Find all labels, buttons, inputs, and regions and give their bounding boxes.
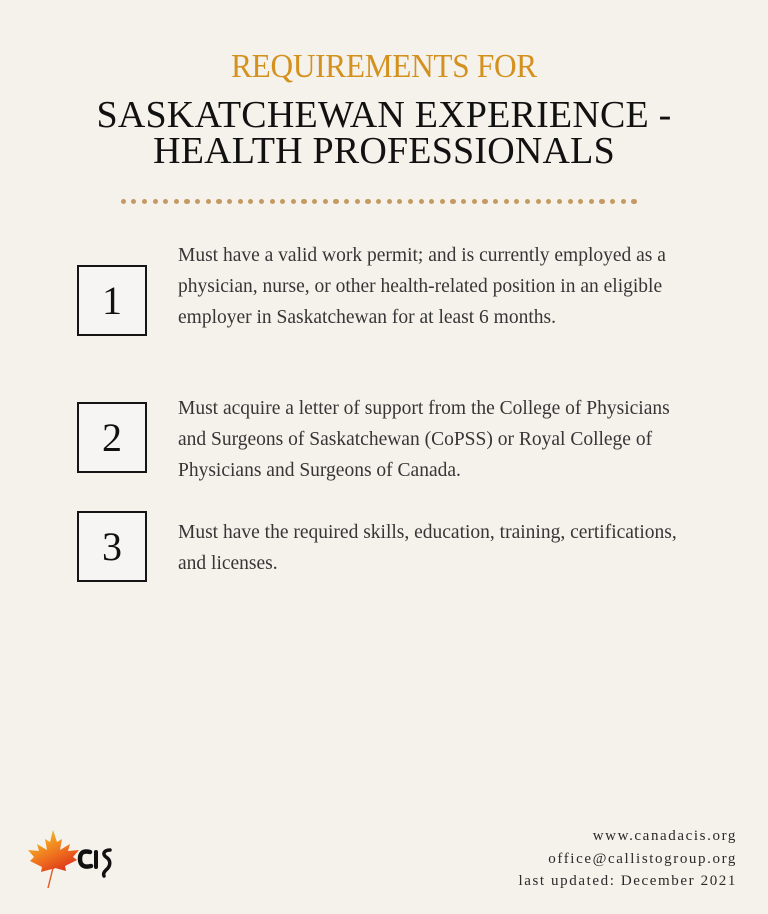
divider-dot [373,196,384,206]
requirement-text-1: Must have a valid work permit; and is currently employed as a physician, nurse, or other health-related position in an eligible employer in Saskatchewan for at least 6 months. [178,245,666,328]
divider-dot [118,196,129,206]
divider-dot [459,196,470,206]
footer-contact [518,825,737,893]
divider-dot [522,196,533,206]
divider-dot [629,196,640,206]
divider-dot [310,196,321,206]
divider-dot [267,196,278,206]
divider-dot [597,196,608,206]
divider-dot [129,196,140,206]
divider-dot [331,196,342,206]
subtitle: REQUIREMENTS FOR [231,48,537,85]
divider-dot [182,196,193,206]
divider-dot [607,196,618,206]
divider-dot [214,196,225,206]
divider-dot [501,196,512,206]
divider-dot [576,196,587,206]
title-line-1: SASKATCHEWAN EXPERIENCE - [96,94,672,136]
divider-dot [192,196,203,206]
website-link[interactable]: www.canadacis.org [592,828,737,844]
divider-dot [512,196,523,206]
divider-dot [278,196,289,206]
divider-dot [352,196,363,206]
requirement-text-3: Must have the required skills, education, training, certifications, and licenses. [178,522,677,574]
divider-dot [171,196,182,206]
divider-dot [437,196,448,206]
requirement-number-2: 2 [77,402,147,473]
divider-dot [565,196,576,206]
divider-dot [533,196,544,206]
title-line-2: HEALTH PROFESSIONALS [153,130,615,172]
divider-dot [203,196,214,206]
divider-dot [469,196,480,206]
divider-dot [490,196,501,206]
email-link[interactable]: office@callistogroup.org [548,850,737,867]
divider-dot [246,196,257,206]
divider-dot [416,196,427,206]
divider-dot [618,196,629,206]
cis-logo [24,826,120,892]
divider-dot [288,196,299,206]
page-title [0,94,768,172]
divider-dot [448,196,459,206]
divider-dot [256,196,267,206]
dotted-divider [118,196,639,206]
divider-dot [544,196,555,206]
divider-dot [224,196,235,206]
divider-dot [363,196,374,206]
divider-dot [395,196,406,206]
divider-dot [405,196,416,206]
divider-dot [299,196,310,206]
divider-dot [480,196,491,206]
divider-dot [341,196,352,206]
divider-dot [150,196,161,206]
requirement-number-1: 1 [77,265,147,336]
requirement-number-3: 3 [77,511,147,582]
divider-dot [139,196,150,206]
divider-dot [427,196,438,206]
maple-leaf-icon [24,826,120,892]
divider-dot [384,196,395,206]
last-updated: last updated: December 2021 [518,873,737,889]
divider-dot [235,196,246,206]
divider-dot [586,196,597,206]
divider-dot [554,196,565,206]
divider-dot [320,196,331,206]
requirement-text-2: Must acquire a letter of support from the College of Physicians and Surgeons of Saskatchewan (CoPSS) or Royal College of Physicians and Surgeons of Canada. [178,398,670,481]
divider-dot [161,196,172,206]
